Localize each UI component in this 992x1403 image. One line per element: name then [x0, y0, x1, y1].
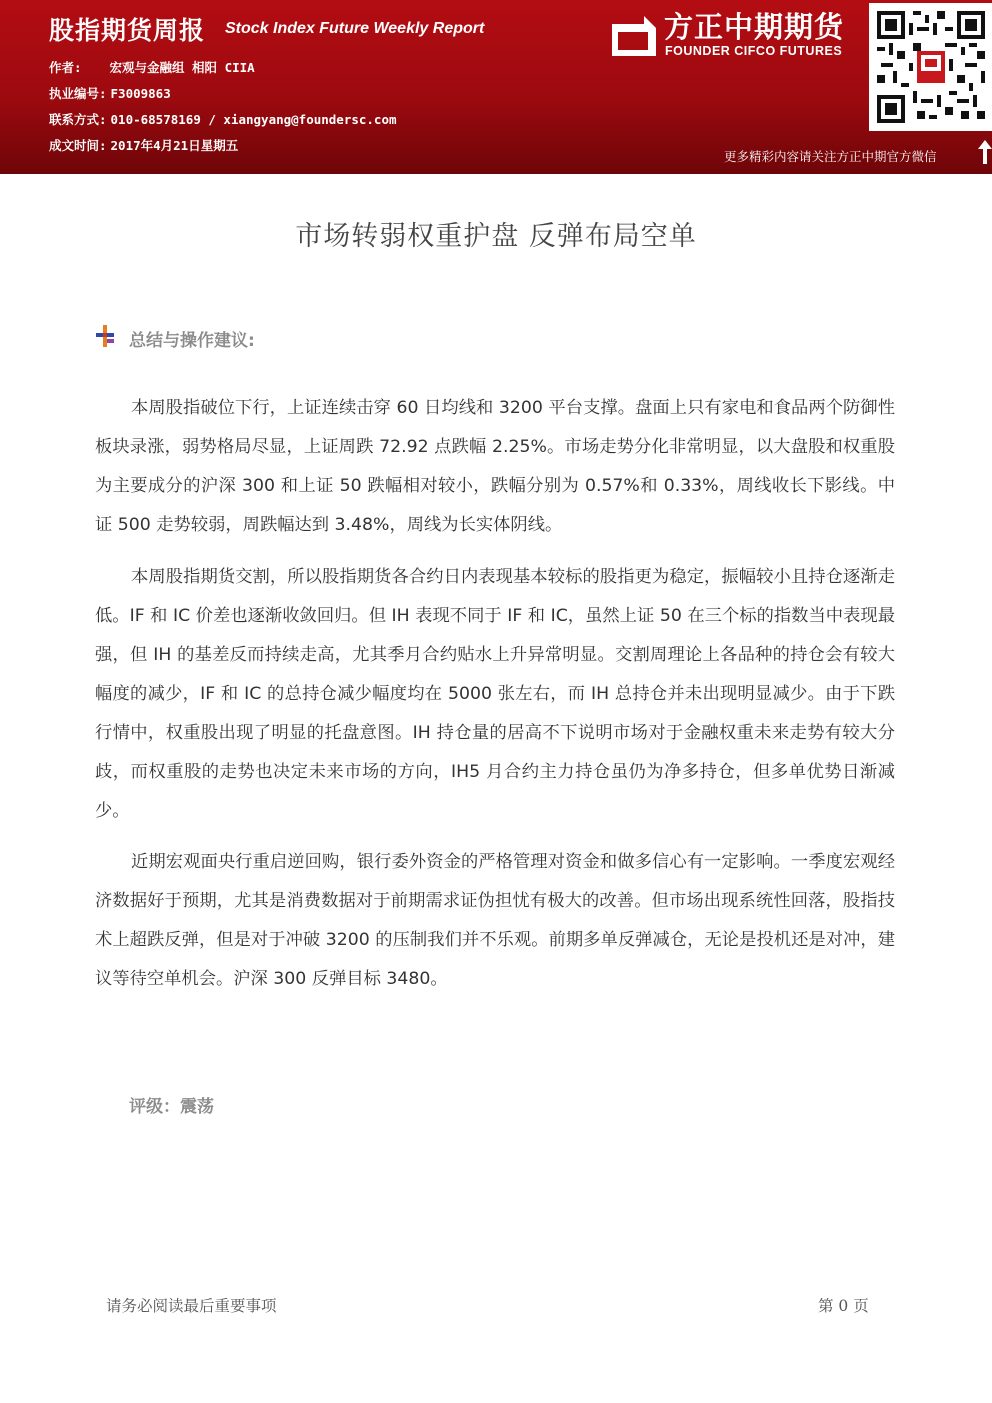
section-heading: 总结与操作建议: — [129, 331, 255, 351]
paragraph-2: 本周股指期货交割，所以股指期货各合约日内表现基本较标的股指更为稳定，振幅较小且持仓逐渐走低。IF 和 IC 价差也逐渐收敛回归。但 IH 表现不同于 IF 和 IC，虽然上证 50 在三个标的指数当中表现最强，但 IH 的基差反而持续走高，尤其季月合约贴水上升异常明显。交割周理论上各品种的持仓会有较大幅度的减少，IF 和 IC 的总持仓减少幅度均在 5000 张左右，而 IH 总持仓并未出现明显减少。由于下跌行情中，权重股出现了明显的托盘意图。IH 持仓量的居高不下说明市场对于金融权重未来走势有较大分歧，而权重股的走势也决定未来市场的方向，IH5 月合约主力持仓虽仍为净多持仓，但多单优势日渐减少。 — [95, 567, 895, 821]
paragraph-1: 本周股指破位下行，上证连续击穿 60 日均线和 3200 平台支撑。盘面上只有家电和食品两个防御性板块录涨，弱势格局尽显，上证周跌 72.92 点跌幅 2.25%。市场走势分化非常明显，以大盘股和权重股为主要成分的沪深 300 和上证 50 跌幅相对较小，跌幅分别为 0.57%和 0.33%，周线收长下影线。中证 500 走势较弱，周跌幅达到 3.48%，周线为长实体阴线。 — [95, 398, 895, 535]
follow-wechat-text: 更多精彩内容请关注方正中期官方微信 — [724, 149, 937, 164]
article-title: 市场转弱权重护盘 反弹布局空单 — [295, 221, 697, 252]
author-line — [49, 58, 255, 76]
wechat-qr-code — [869, 3, 992, 131]
date-line — [49, 136, 238, 154]
company-logo-icon — [608, 10, 658, 60]
report-header — [0, 0, 992, 174]
license-value: F3009863 — [110, 86, 171, 101]
qr-code-icon — [877, 11, 985, 123]
report-title-en: Stock Index Future Weekly Report — [225, 20, 485, 37]
contact-label: 联系方式: — [49, 112, 107, 127]
company-name-cn: 方正中期期货 — [664, 10, 845, 44]
company-name-en: FOUNDER CIFCO FUTURES — [665, 44, 843, 58]
author-label: 作者: — [49, 60, 82, 75]
report-title: 股指期货周报 — [49, 16, 206, 45]
date-label: 成文时间: — [49, 138, 107, 153]
license-line — [49, 84, 171, 102]
footer-notice: 请务必阅读最后重要事项 — [106, 1297, 277, 1315]
arrow-up-icon — [978, 140, 992, 164]
paragraph-3: 近期宏观面央行重启逆回购，银行委外资金的严格管理对资金和做多信心有一定影响。一季度宏观经济数据好于预期，尤其是消费数据对于前期需求证伪担忧有极大的改善。但市场出现系统性回落，股指技术上超跌反弹，但是对于冲破 3200 的压制我们并不乐观。前期多单反弹减仓，无论是投机还是对冲，建议等待空单机会。沪深 300 反弹目标 3480。 — [95, 852, 895, 989]
section-bullet-icon — [96, 325, 116, 347]
license-label: 执业编号: — [49, 86, 107, 101]
rating-label: 评级：震荡 — [129, 1097, 214, 1117]
contact-line — [49, 110, 397, 128]
date-value: 2017年4月21日星期五 — [110, 138, 239, 153]
contact-value: 010-68578169 / xiangyang@foundersc.com — [110, 112, 397, 127]
author-value: 宏观与金融组 相阳 CIIA — [109, 60, 255, 75]
page-number: 第 0 页 — [818, 1297, 869, 1315]
